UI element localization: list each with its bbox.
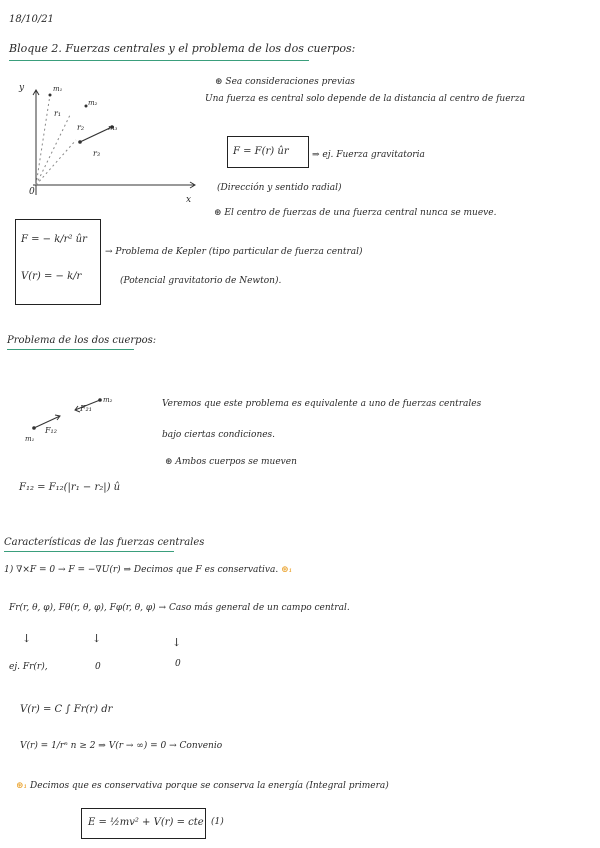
two-body-force-formula: F₁₂ = F₁₂(|r₁ − r₂|) û — [19, 482, 121, 493]
axis-y-label: y — [19, 83, 25, 93]
potential-integral: V(r) = C ∫ Fr(r) dr — [20, 704, 113, 715]
direction-note: (Dirección y sentido radial) — [217, 183, 342, 193]
conservative-item — [4, 566, 292, 575]
arrow-down-2: ↓ — [92, 632, 102, 645]
arrow-down-3: ↓ — [172, 636, 182, 649]
force-f21-label: F₂₁ — [80, 404, 92, 413]
two-body-m2-label: m₂ — [103, 396, 113, 404]
axis-origin: 0 — [29, 187, 35, 197]
center-never-moves-text: El centro de fuerzas de una fuerza central nunca se mueve. — [224, 208, 497, 218]
force-components-row: Fr(r, θ, φ), Fθ(r, θ, φ), Fφ(r, θ, φ) → Caso más general de un campo central. — [9, 603, 350, 613]
characteristics-heading: Características de las fuerzas centrales — [4, 537, 205, 548]
central-force-formula: F = F(r) ûr — [233, 146, 289, 157]
date: 18/10/21 — [9, 14, 54, 25]
two-body-heading: Problema de los dos cuerpos: — [7, 335, 157, 346]
central-force-definition: Una fuerza es central solo depende de la distancia al centro de fuerza — [205, 94, 525, 104]
component-value-1: ej. Fr(r), — [9, 662, 48, 672]
equation-number: (1) — [211, 817, 224, 827]
section-heading-title: Fuerzas centrales y el problema de los dos cuerpos: — [65, 42, 356, 55]
two-body-m1-label: m₁ — [25, 435, 35, 443]
axis-x-label: x — [186, 195, 192, 205]
newton-potential-text: (Potencial gravitatorio de Newton). — [120, 276, 282, 286]
footnote-mark: ⊛₁ — [281, 565, 293, 575]
example-gravity: ⇒ ej. Fuerza gravitatoria — [312, 150, 425, 160]
vector-r1-label: r₁ — [54, 109, 62, 118]
bullet-icon: ⊛ — [214, 208, 222, 218]
arrow-down-1: ↓ — [22, 632, 32, 645]
both-move-text: ⊛ Ambos cuerpos se mueven — [165, 457, 297, 467]
kepler-potential: V(r) = − k/r — [21, 271, 82, 282]
characteristics-underline — [4, 551, 174, 552]
potential-convention: V(r) = 1/rⁿ n ≥ 2 ⇒ V(r → ∞) = 0 → Convenio — [20, 741, 223, 751]
energy-equation: E = ½mv² + V(r) = cte — [88, 817, 204, 828]
bullet-icon: ⊛ — [215, 77, 223, 87]
mass-m3-label: m₃ — [108, 124, 118, 132]
equivalence-text: Veremos que este problema es equivalente a uno de fuerzas centrales — [162, 399, 482, 409]
mass-m1-label: m₁ — [53, 85, 63, 93]
vector-r3-label: r₃ — [93, 149, 101, 158]
conservative-note — [16, 782, 389, 791]
force-f12-label: F₁₂ — [45, 426, 57, 435]
conditions-text: bajo ciertas condiciones. — [162, 430, 276, 440]
conservative-note-text: Decimos que es conservativa porque se conserva la energía (Integral primera) — [30, 781, 389, 791]
component-value-3: 0 — [175, 659, 181, 669]
mass-m2-label: m₂ — [88, 99, 98, 107]
section-heading-prefix: Bloque 2. — [9, 42, 62, 55]
conservative-item-text: 1) ∇×F = 0 → F = −∇U(r) ⇒ Decimos que F es conservativa. — [4, 565, 279, 575]
vector-r2-label: r₂ — [77, 123, 85, 132]
note-previous-text: Sea consideraciones previas — [225, 77, 355, 87]
kepler-problem-text: → Problema de Kepler (tipo particular de fuerza central) — [105, 247, 363, 257]
kepler-force: F = − k/r² ûr — [21, 234, 87, 245]
footnote-mark: ⊛₁ — [16, 781, 28, 791]
component-value-2: 0 — [95, 662, 101, 672]
